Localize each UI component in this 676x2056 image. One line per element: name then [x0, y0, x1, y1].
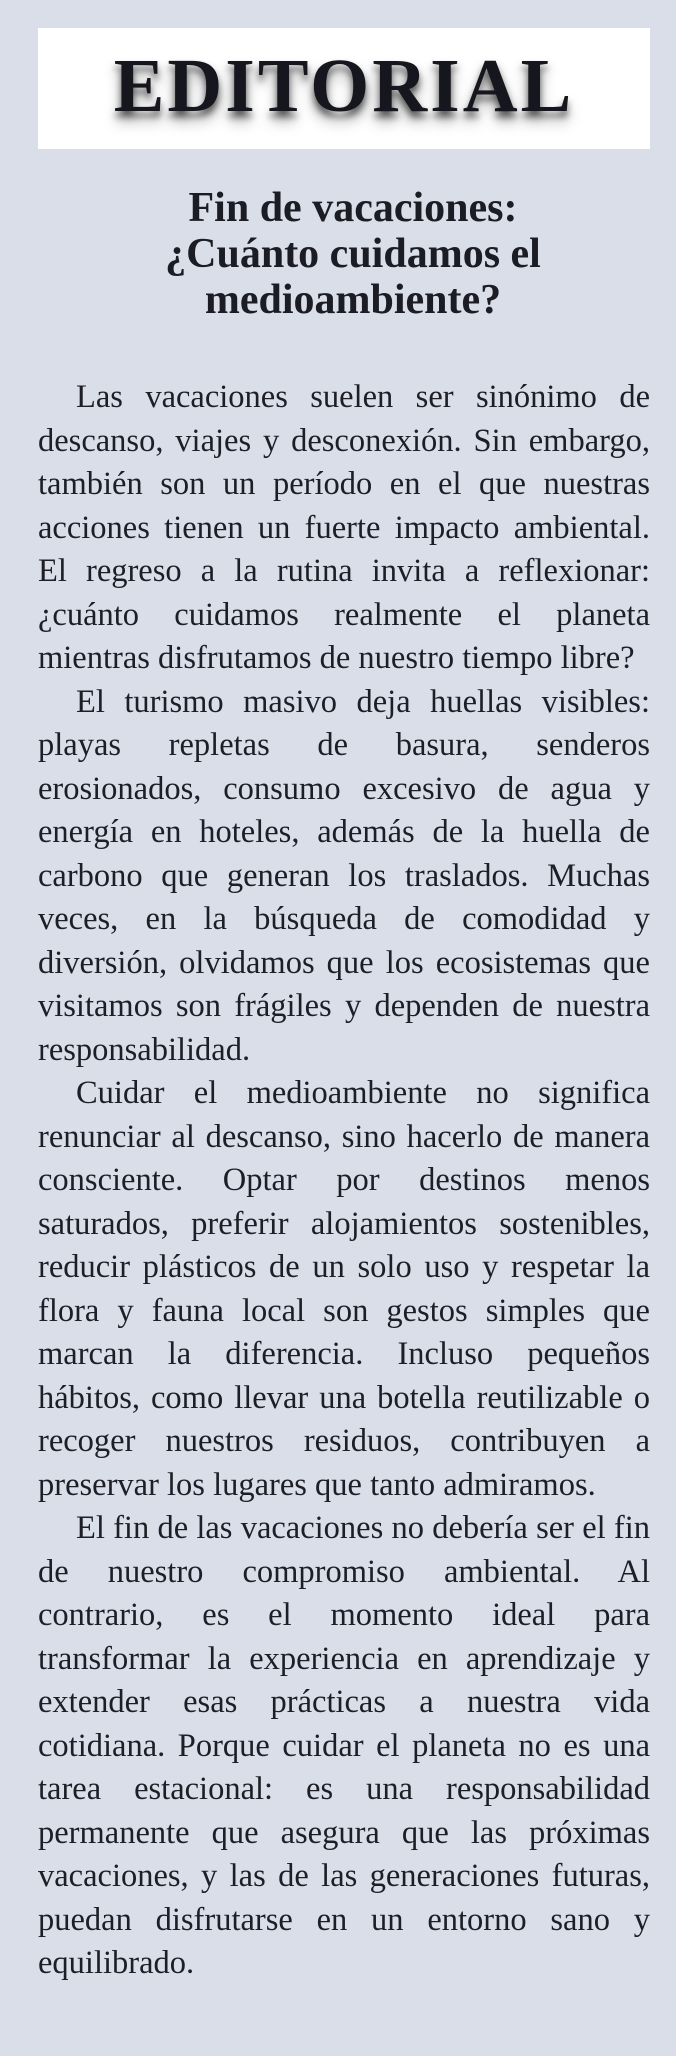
section-banner	[38, 28, 650, 149]
article-headline	[38, 185, 650, 323]
paragraph: Las vacaciones suelen ser sinónimo de descanso, viajes y desconexión. Sin embargo, también son un período en el que nuestras acciones tienen un fuerte impacto ambiental. El regreso a la rutina invita a reflexionar: ¿cuánto cuidamos realmente el planeta mientras disfrutamos de nuestro tiempo libre?	[38, 379, 650, 676]
paragraph: El turismo masivo deja huellas visibles: playas repletas de basura, senderos erosionados, consumo excesivo de agua y energía en hoteles, además de la huella de carbono que generan los traslados. Muchas veces, en la búsqueda de comodidad y diversión, olvidamos que los ecosistemas que visitamos son frágiles y dependen de nuestra responsabilidad.	[38, 683, 650, 1068]
paragraph: El fin de las vacaciones no debería ser el fin de nuestro compromiso ambiental. Al contrario, es el momento ideal para transformar la experiencia en aprendizaje y extender esas prácticas a nuestra vida cotidiana. Porque cuidar el planeta no es una tarea estacional: es una responsabilidad permanente que asegura que las próximas vacaciones, y las de las generaciones futuras, puedan disfrutarse en un entorno sano y equilibrado.	[38, 1510, 650, 1981]
headline-line-2: ¿Cuánto cuidamos el	[165, 231, 541, 277]
article-body	[38, 376, 650, 1986]
section-title: EDITORIAL	[113, 43, 575, 128]
headline-line-3: medioambiente?	[204, 277, 502, 323]
headline-line-1: Fin de vacaciones:	[188, 185, 518, 231]
paragraph: Cuidar el medioambiente no significa renunciar al descanso, sino hacerlo de manera consciente. Optar por destinos menos saturados, preferir alojamientos sostenibles, reducir plásticos de un solo uso y respetar la flora y fauna local son gestos simples que marcan la diferencia. Incluso pequeños hábitos, como llevar una botella reutilizable o recoger nuestros residuos, contribuyen a preservar los lugares que tanto admiramos.	[38, 1075, 650, 1503]
